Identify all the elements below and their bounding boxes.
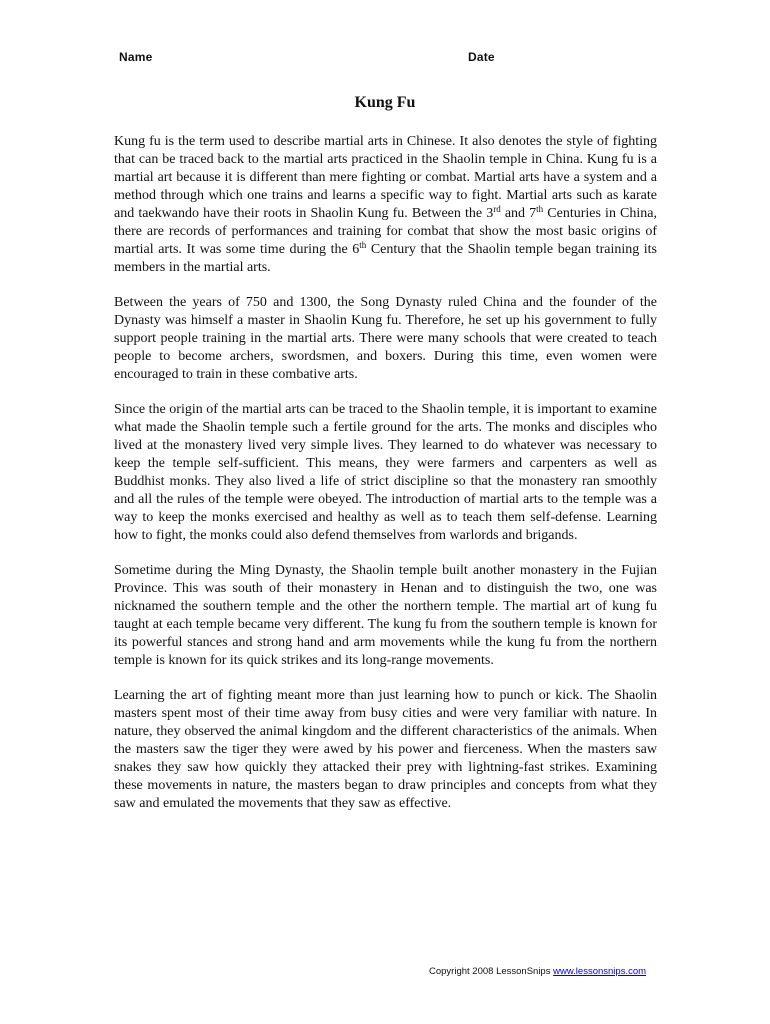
superscript-th-1: th <box>536 204 544 214</box>
paragraph-4: Sometime during the Ming Dynasty, the Shaolin temple built another monastery in the Fujian Province. This was south of their monastery in Henan and to distinguish the two, one was nicknamed the southern temple and the other the northern temple. The martial art of kung fu taught at each temple became very different. The kung fu from the southern temple is known for its powerful stances and strong hand and arm movements while the kung fu from the northern temple is known for its quick strikes and its long-range movements. <box>114 563 657 668</box>
paragraph-3: Since the origin of the martial arts can be traced to the Shaolin temple, it is important to examine what made the Shaolin temple such a fertile ground for the arts. The monks and disciples who lived at the monastery lived very simple lives. They learned to do whatever was necessary to keep the temple self-sufficient. This means, they were farmers and carpenters as well as Buddhist monks. They also lived a life of strict discipline so that the monastery ran smoothly and all the rules of the temple were obeyed. The introduction of martial arts to the temple was a way to keep the monks exercised and healthy as well as to teach them self-defense. Learning how to fight, the monks could also defend themselves from warlords and brigands. <box>114 402 657 543</box>
paragraph-2: Between the years of 750 and 1300, the Song Dynasty ruled China and the founder of the Dynasty was himself a master in Shaolin Kung fu. Therefore, he set up his government to fully support people training in the martial arts. There were many schools that were created to teach people to become archers, swordsmen, and boxers. During this time, even women were encouraged to train in these combative arts. <box>114 295 657 382</box>
lessonsnips-link[interactable]: www.lessonsnips.com <box>553 966 647 977</box>
paragraph-1 <box>114 133 657 277</box>
paragraph-1-text-a: Kung fu is the term used to describe martial arts in Chinese. It also denotes the style of fighting that can be traced back to the martial arts practiced in the Shaolin temple in China. Kung fu is a martial art because it is different than mere fighting or combat. Martial arts have a system and a method through which one trains and learns a specific way to fight. Martial arts such as karate and taekwando have their roots in Shaolin Kung fu. Between the 3 <box>114 134 657 221</box>
superscript-th-2: th <box>359 240 367 250</box>
paragraph-5: Learning the art of fighting meant more than just learning how to punch or kick. The Shaolin masters spent most of their time away from busy cities and were very familiar with nature. In nature, they observed the animal kingdom and the different characteristics of the animals. When the masters saw the tiger they were awed by his power and fierceness. When the masters saw snakes they saw how quickly they attacked their prey with lightning-fast strikes. Examining these movements in nature, the masters began to draw principles and concepts from what they saw and emulated the movements that they saw as effective. <box>114 688 657 811</box>
name-label: Name <box>119 50 153 64</box>
paragraph-1-text-d: Century that the Shaolin temple began training its members in the martial arts. <box>114 242 658 275</box>
footer <box>429 966 646 977</box>
date-label: Date <box>468 50 495 64</box>
paragraph-1-text-b: and 7 <box>500 206 537 221</box>
paragraph-1-text-c: Centuries in China, there are records of performances and training for combat that show the most basic origins of martial arts. It was some time during the 6 <box>114 206 657 257</box>
page-title: Kung Fu <box>354 94 416 111</box>
article-body <box>114 133 657 830</box>
superscript-rd: rd <box>493 204 501 214</box>
copyright-text: Copyright 2008 LessonSnips <box>429 966 554 977</box>
